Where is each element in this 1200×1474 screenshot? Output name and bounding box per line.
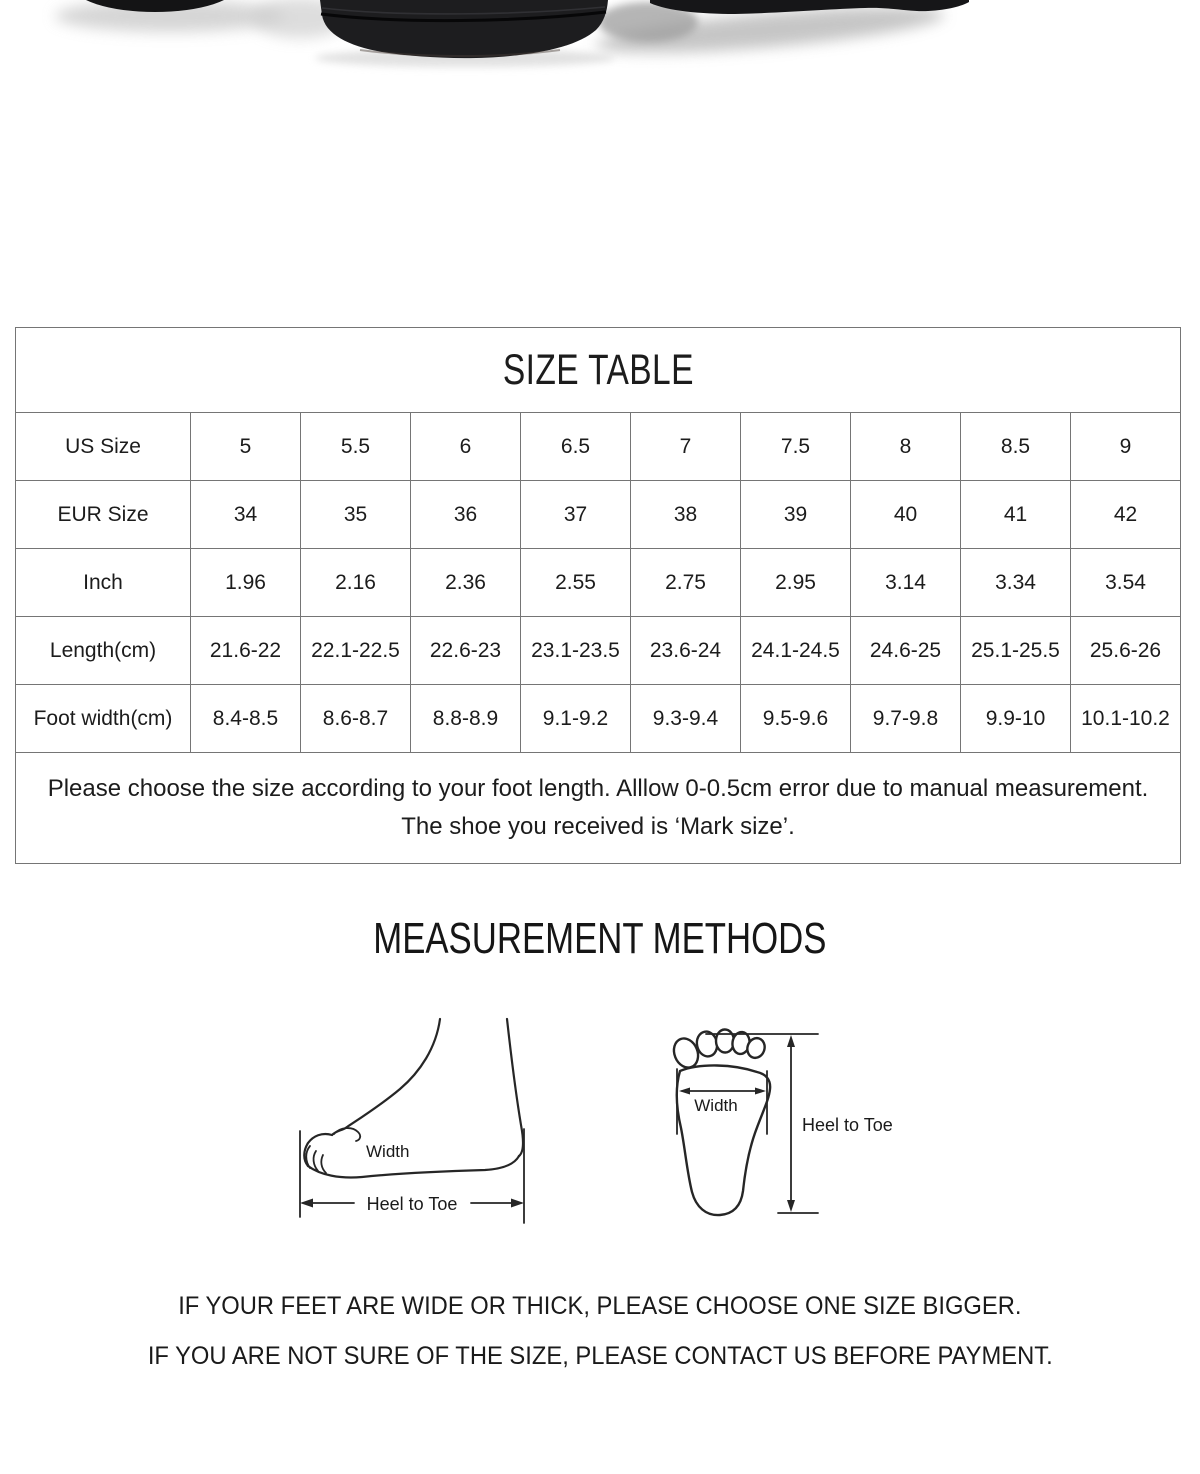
- size-cell: 8.5: [961, 413, 1071, 481]
- row-label: EUR Size: [16, 481, 191, 549]
- size-table-row: [16, 481, 1181, 549]
- size-cell: 2.95: [741, 549, 851, 617]
- size-cell: 2.75: [631, 549, 741, 617]
- size-cell: 6: [411, 413, 521, 481]
- size-cell: 24.6-25: [851, 617, 961, 685]
- size-cell: 34: [191, 481, 301, 549]
- size-cell: 40: [851, 481, 961, 549]
- size-cell: 9.9-10: [961, 685, 1071, 753]
- size-note-line1: Please choose the size according to your foot length. Alllow 0-0.5cm error due to manual measurement.: [47, 775, 1149, 802]
- row-label: Length(cm): [16, 617, 191, 685]
- size-table-row: [16, 617, 1181, 685]
- size-table-row: [16, 685, 1181, 753]
- size-cell: 5.5: [301, 413, 411, 481]
- size-table: [15, 327, 1181, 864]
- size-cell: 3.34: [961, 549, 1071, 617]
- size-note-line2: The shoe you received is ‘Mark size’.: [401, 813, 795, 840]
- size-cell: 8.6-8.7: [301, 685, 411, 753]
- top-width-label: Width: [694, 1096, 738, 1115]
- size-cell: 9.3-9.4: [631, 685, 741, 753]
- size-cell: 42: [1071, 481, 1181, 549]
- footer-advice-line1: IF YOUR FEET ARE WIDE OR THICK, PLEASE CHOOSE ONE SIZE BIGGER.: [178, 1292, 1022, 1320]
- size-cell: 9: [1071, 413, 1181, 481]
- size-cell: 2.16: [301, 549, 411, 617]
- shoe-heel-shape: [320, 0, 608, 58]
- size-table-note-row: [16, 753, 1181, 864]
- foot-top-view-diagram: [630, 1010, 930, 1240]
- product-photo: [0, 0, 1200, 170]
- size-cell: 7.5: [741, 413, 851, 481]
- size-table-row: [16, 549, 1181, 617]
- size-cell: 22.1-22.5: [301, 617, 411, 685]
- side-heel-to-toe-label: Heel to Toe: [366, 1194, 458, 1214]
- size-table-title: SIZE TABLE: [502, 345, 694, 394]
- row-label: Foot width(cm): [16, 685, 191, 753]
- size-cell: 37: [521, 481, 631, 549]
- size-cell: 1.96: [191, 549, 301, 617]
- size-cell: 23.6-24: [631, 617, 741, 685]
- size-cell: 3.14: [851, 549, 961, 617]
- size-cell: 9.5-9.6: [741, 685, 851, 753]
- size-cell: 8: [851, 413, 961, 481]
- size-cell: 5: [191, 413, 301, 481]
- foot-side-outline: [304, 1019, 523, 1178]
- size-cell: 10.1-10.2: [1071, 685, 1181, 753]
- size-table-note-cell: [16, 753, 1181, 864]
- footer-advice-line2: IF YOU ARE NOT SURE OF THE SIZE, PLEASE CONTACT US BEFORE PAYMENT.: [147, 1342, 1053, 1370]
- size-cell: 8.8-8.9: [411, 685, 521, 753]
- size-cell: 25.1-25.5: [961, 617, 1071, 685]
- size-cell: 3.54: [1071, 549, 1181, 617]
- size-cell: 25.6-26: [1071, 617, 1181, 685]
- size-cell: 41: [961, 481, 1071, 549]
- size-cell: 9.1-9.2: [521, 685, 631, 753]
- size-cell: 22.6-23: [411, 617, 521, 685]
- foot-side-view-diagram: [250, 1010, 600, 1240]
- size-cell: 23.1-23.5: [521, 617, 631, 685]
- size-cell: 6.5: [521, 413, 631, 481]
- size-cell: 2.36: [411, 549, 521, 617]
- shoe-photo-graphic: [0, 0, 1200, 170]
- top-heel-to-toe-label: Heel to Toe: [802, 1115, 893, 1135]
- size-cell: 2.55: [521, 549, 631, 617]
- size-cell: 36: [411, 481, 521, 549]
- size-table-row: [16, 413, 1181, 481]
- size-cell: 7: [631, 413, 741, 481]
- size-cell: 24.1-24.5: [741, 617, 851, 685]
- size-cell: 38: [631, 481, 741, 549]
- row-label: US Size: [16, 413, 191, 481]
- size-cell: 35: [301, 481, 411, 549]
- size-table-title-row: [16, 328, 1181, 413]
- row-label: Inch: [16, 549, 191, 617]
- measurement-methods-title: MEASUREMENT METHODS: [373, 914, 827, 963]
- size-table-body: [16, 413, 1181, 753]
- size-cell: 8.4-8.5: [191, 685, 301, 753]
- side-width-label: Width: [366, 1142, 410, 1161]
- size-cell: 39: [741, 481, 851, 549]
- size-table-title-cell: [16, 328, 1181, 413]
- size-cell: 9.7-9.8: [851, 685, 961, 753]
- size-cell: 21.6-22: [191, 617, 301, 685]
